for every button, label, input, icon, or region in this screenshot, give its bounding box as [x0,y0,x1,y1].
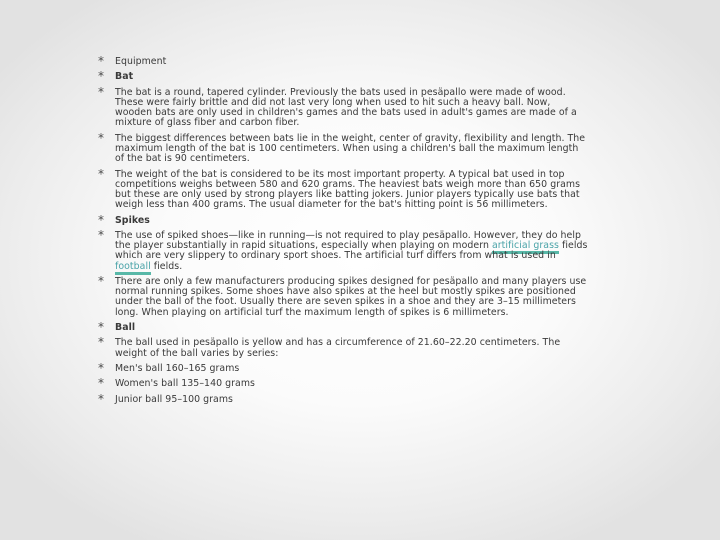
bullet-text: Ball [115,321,136,333]
section-heading-bat [98,69,588,84]
bullet-star-icon: * [98,391,105,406]
bullet-text [115,230,587,275]
bullet-star-icon: * [98,212,105,227]
bullet-text: The biggest differences between bats lie in the weight, center of gravity, flexibility and length. The maximum length of the bat is 100 centimeters. When using a children's ball the maximum length of the bat is 90 centimeters. [115,132,586,165]
bullet-text: There are only a few manufacturers producing spikes designed for pesäpallo and many players use normal running spikes. Some shoes have also spikes at the heel but mostly spikes are positioned under the ball of the foot. Usually there are seven spikes in a shoe and they are 3–15 millimeters long. When playing on artificial turf the maximum length of spikes is 6 millimeters. [115,275,587,318]
section-heading-ball [98,319,588,334]
bullet-star-icon: * [98,335,105,350]
bullet-text: The bat is a round, tapered cylinder. Previously the bats used in pesäpallo were made of wood. These were fairly brittle and did not last very long when used to hit such a heavy ball. Now, wooden bats are only used in children's games and the bats used in adult's games are made of a mixture of glass fiber and carbon fiber. [115,86,577,129]
bullet-star-icon: * [98,360,105,375]
section-heading-spikes [98,212,588,227]
bullet-star-icon: * [98,166,105,181]
bullet-item-bat-differences [98,130,588,165]
bullet-text: Men's ball 160–165 grams [115,362,240,374]
bullet-item-spike-manufacturers [98,273,588,318]
bullet-text: Bat [115,71,134,83]
bullet-text: Women's ball 135–140 grams [115,378,255,390]
bullet-list [98,54,588,410]
bullet-star-icon: * [98,227,105,242]
bullet-item-equipment [98,54,588,68]
bullet-star-icon: * [98,376,105,391]
text-part: fields which are very slippery to ordinary sport shoes. The artificial turf differs from what is used in [115,240,588,262]
bullet-item-ball-description [98,335,588,359]
football-link[interactable]: football [115,261,151,275]
text-part: fields. [150,260,183,272]
text-part: The use of spiked shoes—like in running—is not required to play pesäpallo. However, they do help the player substantially in rapid situations, especially when playing on modern [115,229,582,252]
bullet-text: Equipment [115,56,167,67]
bullet-star-icon: * [98,69,105,84]
bullet-text: Spikes [115,214,150,226]
bullet-item-bat-weight [98,166,588,211]
bullet-star-icon: * [98,54,105,68]
bullet-star-icon: * [98,84,105,99]
bullet-item-womens-ball [98,376,588,391]
bullet-text: The weight of the bat is considered to be its most important property. A typical bat used in top competitions weighs between 580 and 620 grams. The heaviest bats weigh more than 650 grams but these are only used by strong players like batting jokers. Junior players typically use bats that weigh less than 400 grams. The usual diameter for the bat's hitting point is 56 millimeters. [115,168,581,211]
bullet-star-icon: * [98,319,105,334]
bullet-item-bat-material [98,84,588,129]
bullet-star-icon: * [98,130,105,145]
bullet-item-junior-ball [98,391,588,406]
bullet-text: The ball used in pesäpallo is yellow and has a circumference of 21.60–22.20 centimeters. The weight of the ball varies by series: [115,337,561,359]
bullet-text: Junior ball 95–100 grams [115,393,233,405]
bullet-star-icon: * [98,273,105,288]
artificial-grass-link[interactable]: artificial grass [492,240,559,254]
bullet-item-spiked-shoes [98,227,588,272]
bullet-item-mens-ball [98,360,588,375]
